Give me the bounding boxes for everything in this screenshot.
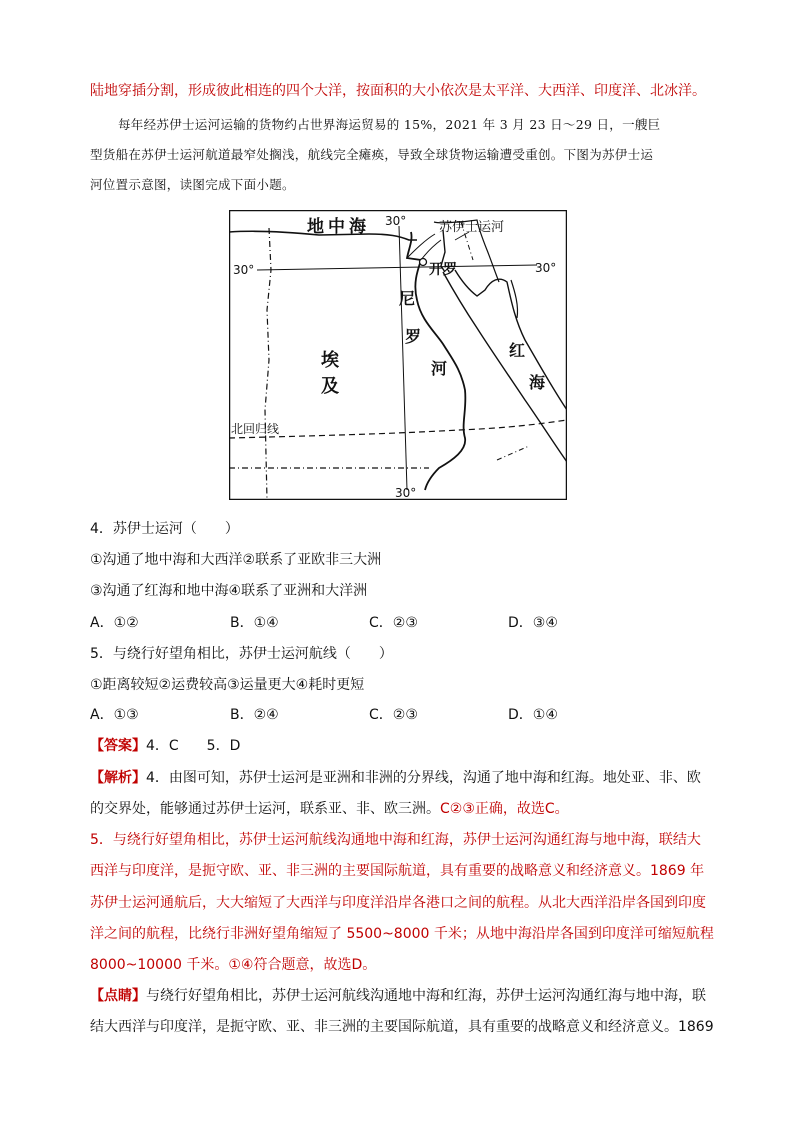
q4-options-line-1: ①沟通了地中海和大西洋②联系了亚欧非三大洲 <box>90 552 382 568</box>
map-label-nile-1: 尼 <box>399 289 416 308</box>
analysis-line-6: 洋之间的航程，比绕行非洲好望角缩短了 5500~8000 千米；从地中海沿岸各国到印度洋可缩短航程 <box>90 926 714 942</box>
map-label-nile-2: 罗 <box>405 327 422 346</box>
analysis-line-2 <box>90 799 569 819</box>
suez-canal-map <box>229 210 567 500</box>
map-label-mediterranean: 地中海 <box>307 217 370 237</box>
q4-choice-c: C．②③ <box>369 615 418 631</box>
q4-options-line-2: ③沟通了红海和地中海④联系了亚洲和大洋洲 <box>90 583 368 599</box>
analysis-line-1 <box>90 768 701 788</box>
map-label-lat-right: 30° <box>535 261 557 275</box>
map-label-redsea-1: 红 <box>509 341 526 360</box>
q4-choice-a: A．①② <box>90 615 139 631</box>
map-label-nile-3: 河 <box>431 359 448 378</box>
tip-line-2: 结大西洋与印度洋，是扼守欧、亚、非三洲的主要国际航道，具有重要的战略意义和经济意义。1869 <box>90 1019 714 1035</box>
map-label-egypt-2: 及 <box>321 376 339 397</box>
map-label-suez: 苏伊士运河 <box>439 220 505 235</box>
tip-label: 【点睛】 <box>90 988 146 1004</box>
analysis-text-1: 4．由图可知，苏伊士运河是亚洲和非洲的分界线，沟通了地中海和红海。地处亚、非、欧 <box>146 770 701 786</box>
stem-line-1: 每年经苏伊士运河运输的货物约占世界海运贸易的 15%，2021 年 3 月 23 日～29 日，一艘巨 <box>118 117 661 132</box>
map-label-lon-bottom: 30° <box>395 486 417 500</box>
stem-line-2: 型货船在苏伊士运河航道最窄处搁浅，航线完全瘫痪，导致全球货物运输遭受重创。下图为苏伊士运 <box>90 147 654 162</box>
q5-choice-a: A．①③ <box>90 707 139 723</box>
q4-choice-b: B．①④ <box>230 615 279 631</box>
q5-choice-d: D．①④ <box>508 707 558 723</box>
q5-choice-c: C．②③ <box>369 707 418 723</box>
analysis-line-3: 5．与绕行好望角相比，苏伊士运河航线沟通地中海和红海，苏伊士运河沟通红海与地中海，联结大 <box>90 832 701 848</box>
q5-options-line-1: ①距离较短②运费较高③运量更大④耗时更短 <box>90 677 365 693</box>
analysis-line-7: 8000~10000 千米。①④符合题意，故选D。 <box>90 957 377 973</box>
map-label-lat-left: 30° <box>233 263 255 277</box>
map-label-lon-top: 30° <box>385 214 407 228</box>
map-label-redsea-2: 海 <box>529 373 546 392</box>
q4-stem: 4．苏伊士运河（ ） <box>90 521 239 537</box>
q4-choice-d: D．③④ <box>508 615 558 631</box>
answer-text: 4．C 5．D <box>146 738 241 754</box>
analysis-label: 【解析】 <box>90 770 146 786</box>
analysis-text-2b: C②③正确，故选C。 <box>440 801 569 817</box>
tip-line-1 <box>90 986 706 1006</box>
stem-line-3: 河位置示意图，读图完成下面小题。 <box>90 177 295 192</box>
answer-line <box>90 736 240 756</box>
tip-text-1: 与绕行好望角相比，苏伊士运河航线沟通地中海和红海，苏伊士运河沟通红海与地中海，联 <box>146 988 706 1004</box>
answer-label: 【答案】 <box>90 738 146 754</box>
q5-stem: 5．与绕行好望角相比，苏伊士运河航线（ ） <box>90 646 393 662</box>
map-label-egypt-1: 埃 <box>321 350 339 371</box>
q5-choice-b: B．②④ <box>230 707 279 723</box>
map-label-cairo: 开罗 <box>429 262 457 278</box>
analysis-line-4: 西洋与印度洋，是扼守欧、亚、非三洲的主要国际航道，具有重要的战略意义和经济意义。1869 年 <box>90 863 705 879</box>
analysis-text-2a: 的交界处，能够通过苏伊士运河，联系亚、非、欧三洲。 <box>90 801 440 817</box>
analysis-line-5: 苏伊士运河通航后，大大缩短了大西洋与印度洋沿岸各港口之间的航程。从北大西洋沿岸各国到印度 <box>90 895 706 911</box>
map-label-tropic: 北回归线 <box>231 422 280 436</box>
intro-line: 陆地穿插分割，形成彼此相连的四个大洋，按面积的大小依次是太平洋、大西洋、印度洋、北冰洋。 <box>90 83 706 99</box>
